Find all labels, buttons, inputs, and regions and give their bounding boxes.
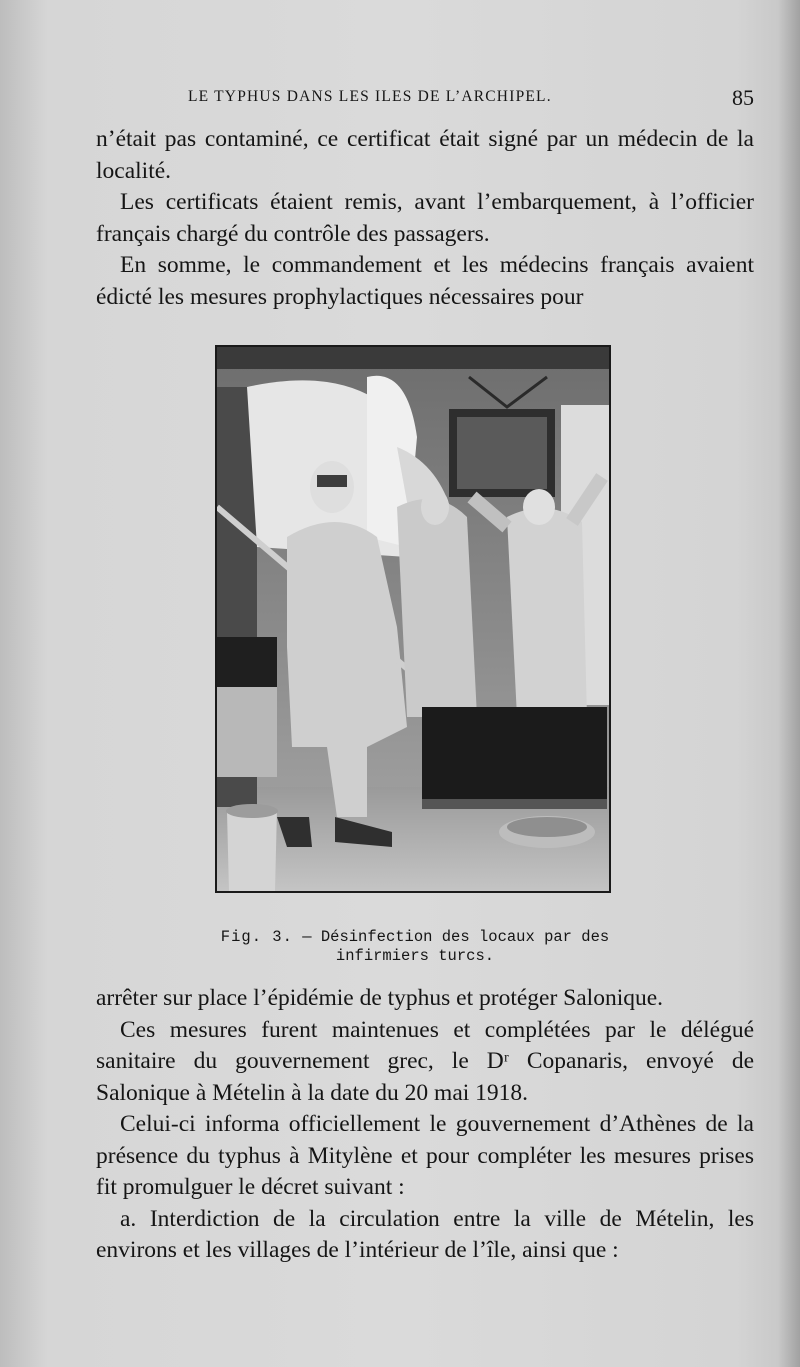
- paragraph: En somme, le commandement et les médecins français avaient édicté les mesures prophylactiques nécessaires pour: [96, 252, 754, 310]
- body-text-bottom: [96, 983, 754, 1267]
- page-gutter-shadow: [778, 0, 800, 1367]
- paragraph: Ces mesures furent maintenues et complétées par le délégué sanitaire du gouvernement grec, le Dʳ Copanaris, envoyé de Salonique à Mételin à la date du 20 mai 1918.: [96, 1016, 754, 1106]
- paragraph: a. Interdiction de la circulation entre la ville de Mételin, les environs et les villages de l’intérieur de l’île, ainsi que :: [96, 1205, 754, 1263]
- figure-caption: [200, 928, 630, 966]
- paragraph: arrêter sur place l’épidémie de typhus et protéger Salonique.: [96, 985, 664, 1011]
- paragraph: Celui-ci informa officiellement le gouvernement d’Athènes de la présence du typhus à Mitylène et pour compléter les mesures prises fit promulguer le décret suivant :: [96, 1111, 754, 1200]
- figure-photograph: [215, 345, 611, 893]
- body-text-top: [96, 124, 754, 313]
- paragraph: Les certificats étaient remis, avant l’embarquement, à l’officier français chargé du contrôle des passagers.: [96, 189, 754, 247]
- page-number: 85: [732, 85, 754, 110]
- figure-caption-text: — Désinfection des locaux par des infirmiers turcs.: [302, 928, 610, 965]
- disinfection-photo: [217, 347, 609, 891]
- figure-label: Fig. 3.: [220, 928, 293, 946]
- paragraph: n’était pas contaminé, ce certificat était signé par un médecin de la localité.: [96, 126, 754, 184]
- running-title: LE TYPHUS DANS LES ILES DE L’ARCHIPEL.: [188, 88, 552, 105]
